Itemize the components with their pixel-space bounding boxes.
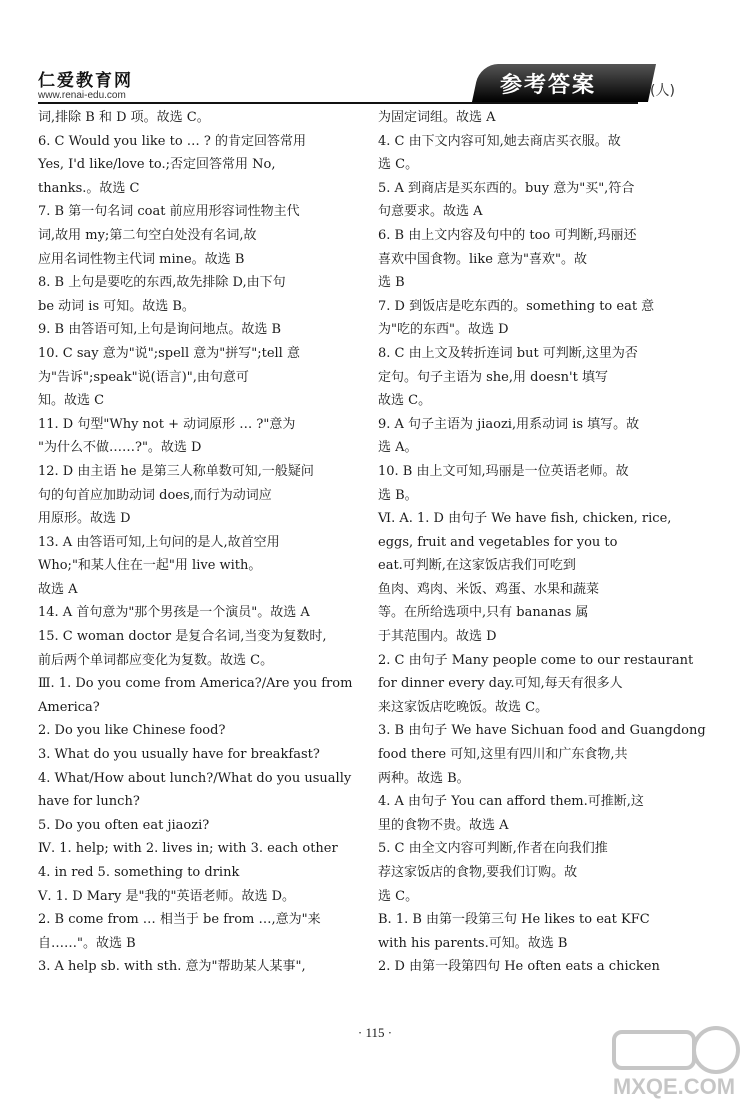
site-logo: 仁爱教育网: [38, 71, 133, 91]
answer-line: 6. C Would you like to … ? 的肯定回答常用: [38, 133, 307, 149]
answer-line: 4. in red 5. something to drink: [38, 865, 240, 880]
answer-line: 选 A。: [378, 440, 418, 456]
answer-line: 应用名词性物主代词 mine。故选 B: [38, 251, 245, 267]
answer-line: 2. Do you like Chinese food?: [38, 723, 226, 739]
answer-line: 定句。句子主语为 she,用 doesn't 填写: [378, 369, 608, 385]
answer-line: 荐这家饭店的食物,要我们订购。故: [378, 865, 578, 880]
answer-line: 句的句首应加助动词 does,而行为动词应: [38, 487, 272, 503]
answer-line: 4. A 由句子 You can afford them.可推断,这: [378, 794, 644, 810]
answer-line: 5. A 到商店是买东西的。buy 意为"买",符合: [378, 180, 635, 196]
site-url: www.renai-edu.com: [38, 90, 126, 101]
answer-line: 12. D 由主语 he 是第三人称单数可知,一般疑问: [38, 463, 314, 479]
answer-line: 于其范围内。故选 D: [378, 629, 497, 645]
answer-line: 前后两个单词都应变化为复数。故选 C。: [38, 652, 274, 668]
answer-line: B. 1. B 由第一段第三句 He likes to eat KFC: [378, 912, 650, 928]
answer-line: for dinner every day.可知,每天有很多人: [378, 676, 623, 692]
page-header: [0, 0, 750, 108]
answer-line: 为固定词组。故选 A: [378, 110, 496, 125]
page-number: · 115 ·: [357, 1025, 393, 1040]
answer-line: eat.可判断,在这家饭店我们可吃到: [378, 558, 576, 574]
answer-line: 词,故用 my;第二句空白处没有名词,故: [38, 227, 257, 243]
answer-line: be 动词 is 可知。故选 B。: [38, 298, 195, 314]
answer-line: 5. Do you often eat jiaozi?: [38, 817, 210, 833]
answer-line: 两种。故选 B。: [378, 770, 470, 786]
answer-line: 8. B 上句是要吃的东西,故先排除 D,由下句: [38, 275, 286, 291]
answer-line: 里的食物不贵。故选 A: [378, 817, 509, 833]
answer-line: Ⅲ. 1. Do you come from America?/Are you from: [38, 676, 353, 692]
answer-line: 9. A 句子主语为 jiaozi,用系动词 is 填写。故: [378, 416, 640, 432]
answer-line: 14. A 首句意为"那个男孩是一个演员"。故选 A: [38, 605, 310, 621]
answer-line: 4. What/How about lunch?/What do you usually: [38, 770, 352, 786]
answer-line: have for lunch?: [38, 794, 140, 810]
answer-line: 4. C 由下文内容可知,她去商店买衣服。故: [378, 133, 621, 149]
answer-line: 3. A help sb. with sth. 意为"帮助某人某事",: [38, 959, 306, 975]
answer-line: 选 B: [378, 275, 405, 291]
answer-line: 10. C say 意为"说";spell 意为"拼写";tell 意: [38, 345, 300, 361]
answer-line: 鱼肉、鸡肉、米饭、鸡蛋、水果和蔬菜: [378, 581, 600, 597]
watermark-stamp-icon: [604, 1020, 744, 1080]
answer-line: 9. B 由答语可知,上句是询问地点。故选 B: [38, 322, 282, 338]
answer-line: 选 C。: [378, 157, 419, 173]
answer-line: 喜欢中国食物。like 意为"喜欢"。故: [378, 251, 587, 267]
answer-line: Ⅴ. 1. D Mary 是"我的"英语老师。故选 D。: [38, 888, 296, 904]
answer-line: 为"告诉";speak"说(语言)",由句意可: [38, 369, 249, 385]
answer-line: 5. C 由全文内容可判断,作者在向我们推: [378, 841, 608, 857]
answer-line: thanks.。故选 C: [38, 180, 140, 196]
answer-line: 自……"。故选 B: [38, 935, 136, 951]
answer-line: 用原形。故选 D: [38, 511, 131, 527]
answer-line: 故选 C。: [378, 393, 432, 409]
answer-line: 7. D 到饭店是吃东西的。something to eat 意: [378, 298, 655, 314]
answer-line: 2. C 由句子 Many people come to our restaurant: [378, 652, 694, 668]
answer-line: 来这家饭店吃晚饭。故选 C。: [378, 699, 549, 715]
answer-line: with his parents.可知。故选 B: [378, 935, 568, 951]
answer-line: Yes, I'd like/love to.;否定回答常用 No,: [38, 157, 276, 173]
right-column: [378, 106, 706, 979]
answer-line: 词,排除 B 和 D 项。故选 C。: [38, 110, 210, 125]
answer-line: 13. A 由答语可知,上句问的是人,故首空用: [38, 534, 280, 550]
answer-line: 等。在所给选项中,只有 bananas 属: [378, 605, 589, 621]
answer-line: 选 B。: [378, 487, 418, 503]
answer-line: food there 可知,这里有四川和广东食物,共: [378, 747, 628, 763]
answer-line: 为"吃的东西"。故选 D: [378, 322, 509, 338]
answer-line: 3. B 由句子 We have Sichuan food and Guangdong: [378, 723, 706, 739]
header-rule: [38, 102, 638, 104]
answer-line: America?: [38, 699, 100, 715]
answer-line: 15. C woman doctor 是复合名词,当变为复数时,: [38, 629, 327, 645]
answer-line: Who;"和某人住在一起"用 live with。: [38, 558, 262, 574]
answer-line: 选 C。: [378, 888, 419, 904]
answer-line: 7. B 第一句名词 coat 前应用形容词性物主代: [38, 204, 300, 220]
answer-line: Ⅵ. A. 1. D 由句子 We have fish, chicken, rice,: [378, 511, 672, 527]
answer-line: 2. B come from … 相当于 be from …,意为"来: [38, 912, 321, 928]
answer-line: 故选 A: [38, 581, 78, 597]
answer-line: 11. D 句型"Why not + 动词原形 … ?"意为: [38, 416, 296, 432]
left-column: [38, 106, 356, 979]
answer-line: "为什么不做……?"。故选 D: [38, 440, 202, 456]
answer-line: 8. C 由上文及转折连词 but 可判断,这里为否: [378, 345, 638, 361]
answer-banner-title: 参考答案: [500, 73, 597, 98]
answer-line: 知。故选 C: [38, 393, 105, 409]
answer-line: 句意要求。故选 A: [378, 204, 483, 220]
answer-line: eggs, fruit and vegetables for you to: [378, 534, 618, 550]
watermark-logo: [604, 1020, 744, 1108]
answer-line: 3. What do you usually have for breakfast?: [38, 747, 320, 763]
banner-ornament-icon: (人): [650, 83, 675, 99]
answer-line: 10. B 由上文可知,玛丽是一位英语老师。故: [378, 463, 629, 479]
watermark-text: MXQE.COM: [612, 1074, 736, 1099]
answer-line: 2. D 由第一段第四句 He often eats a chicken: [378, 959, 660, 975]
answer-line: Ⅳ. 1. help; with 2. lives in; with 3. each other: [38, 841, 338, 857]
answer-line: 6. B 由上文内容及句中的 too 可判断,玛丽还: [378, 227, 637, 243]
